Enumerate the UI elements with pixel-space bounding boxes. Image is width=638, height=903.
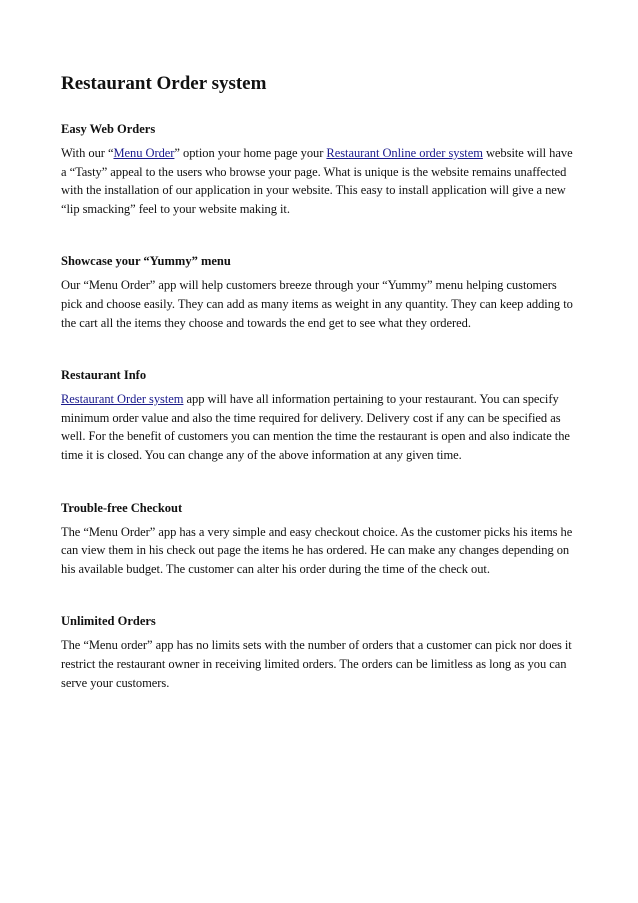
section-heading: Easy Web Orders bbox=[61, 122, 156, 136]
document-page bbox=[61, 72, 581, 692]
body-text: app will have all information pertaining to your restaurant. You can specify minimum order value and also the time required for delivery. Delivery cost if any can be specified as well. For the benefit of customers you can mention the time the restaurant is open and also indicate the time it is closed. You can change any of the above information at any given time. bbox=[61, 392, 570, 462]
section-body: Our “Menu Order” app will help customers breeze through your “Yummy” menu helping customers pick and choose easily. They can add as many items as weight in any quantity. They can keep adding to the cart all the items they choose and towards the end get to see what they ordered. bbox=[61, 278, 573, 330]
section-body: The “Menu Order” app has a very simple and easy checkout choice. As the customer picks his items he can view them in his check out page the items he has ordered. He can make any changes depending on his available budget. The customer can alter his order during the time of the check out. bbox=[61, 524, 573, 576]
body-text: ” option your home page your bbox=[174, 146, 327, 160]
body-text: With our “ bbox=[61, 146, 114, 160]
section-body bbox=[61, 144, 581, 218]
document-title: Restaurant Order system bbox=[61, 73, 267, 94]
section-restaurant-info bbox=[61, 366, 581, 464]
menu-order-link[interactable]: Menu Order bbox=[113, 146, 175, 160]
section-heading: Unlimited Orders bbox=[61, 614, 156, 629]
section-heading: Showcase your “Yummy” menu bbox=[61, 254, 231, 269]
section-body bbox=[61, 390, 581, 464]
restaurant-online-order-system-link[interactable]: Restaurant Online order system bbox=[326, 146, 483, 160]
section-showcase-menu bbox=[61, 252, 581, 332]
section-body: The “Menu order” app has no limits sets with the number of orders that a customer can pick nor does it restrict the restaurant owner in receiving limited orders. The orders can be limitless as long as you can serve your customers. bbox=[61, 638, 572, 690]
body-text: website will have a “Tasty” appeal to the users who browse your page. What is unique is the website remains unaffected with the installation of our application in your website. This easy to install application will give a new “lip smacking” feel to your website making it. bbox=[61, 146, 573, 216]
restaurant-order-system-link[interactable]: Restaurant Order system bbox=[61, 392, 184, 407]
section-heading: Restaurant Info bbox=[61, 368, 147, 383]
section-easy-web-orders bbox=[61, 120, 581, 218]
section-heading: Trouble-free Checkout bbox=[61, 500, 183, 515]
section-unlimited-orders bbox=[61, 612, 581, 692]
section-trouble-free-checkout bbox=[61, 499, 581, 579]
